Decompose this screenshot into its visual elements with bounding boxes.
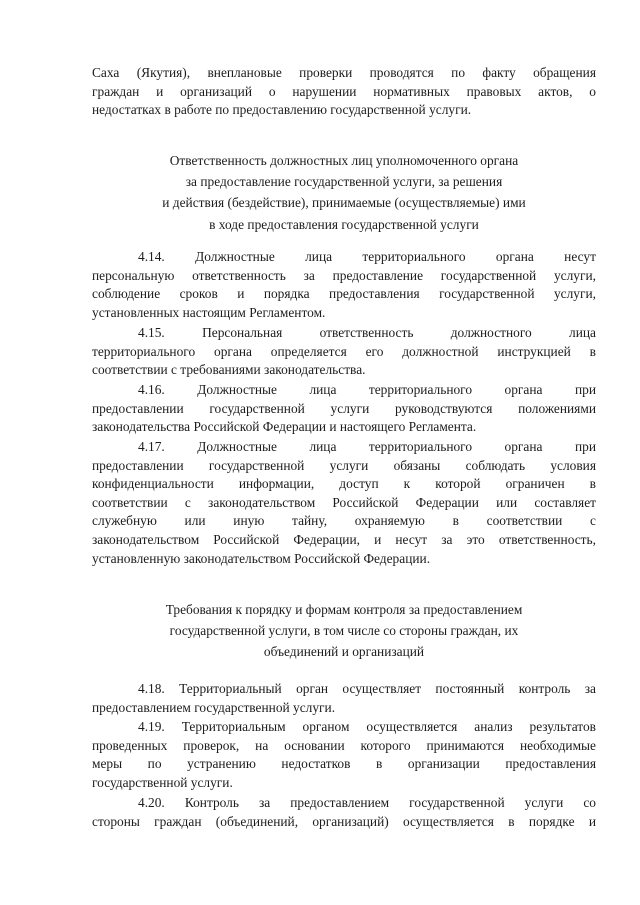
text-word: территориального [362,249,466,264]
text-line: соответствии с законодательством Российской Федерации или составляет [92,494,596,510]
heading-line: за предоставление государственной услуги, за решения [185,174,503,190]
paragraph-4-15 [92,324,596,380]
text-word: территориального [368,439,473,454]
paragraph-4-20 [92,794,596,831]
text-word: ответственность [319,325,414,340]
text-word: органа [504,382,543,397]
text-line: недостатках в работе по предоставлению государственной услуги. [92,102,472,118]
text-line: служебную или иную тайну, охраняемую в соответствии с [92,513,596,529]
text-line: предоставлении государственной услуги обязаны соблюдать условия [92,457,596,473]
heading-line: государственной услуги, в том числе со стороны граждан, их [169,623,519,639]
text-word: при [574,439,596,454]
text-line: соблюдение сроков и порядка предоставления государственной услуги, [92,286,596,302]
heading-line: и действия (бездействие), принимаемые (осуществляемые) ими [162,195,526,211]
text-line: предоставлением государственной услуги. [92,699,336,715]
text-word: лица [569,325,596,340]
text-line: соответствии с требованиями законодательства. [92,362,366,378]
paragraph-number: 4.14. [138,249,165,264]
text-word: органа [495,249,534,264]
heading-line: Ответственность должностных лиц уполномоченного органа [169,153,519,168]
text-line: установленную законодательством Российской Федерации. [92,550,431,566]
text-line: государственной услуги. [92,774,233,790]
section-heading-responsibility [92,150,596,235]
text-word: при [574,382,596,397]
text-line: установленных настоящим Регламентом. [92,304,326,320]
paragraph-4-16 [92,381,596,437]
text-word: несут [564,249,596,264]
text-line: законодательством Российской Федерации, и несут за это ответственность, [92,531,596,547]
paragraph-first-line [92,438,596,457]
paragraph-first-line [92,381,596,400]
text-line: Саха (Якутия), внеплановые проверки проводятся по факту обращения [92,65,596,80]
text-word: лица [305,249,333,264]
text-line: 4.18. Территориальный орган осуществляет постоянный контроль за [138,681,596,696]
text-line: стороны граждан (объединений, организаций) осуществляется в порядке и [92,813,596,829]
heading-line: в ходе предоставления государственной услуги [209,216,479,232]
text-line: проведенных проверок, на основании которого принимаются необходимые [92,737,596,753]
paragraph-4-17 [92,438,596,568]
paragraph-4-19 [92,718,596,792]
text-line: территориального органа определяется его должностной инструкцией в [92,343,596,359]
paragraph-first-line [92,324,596,343]
text-word: должностного [450,325,532,340]
text-line: конфиденциальности информации, доступ к которой ограничен в [92,476,596,492]
intro-paragraph [92,64,596,120]
text-line: граждан и организаций о нарушении нормативных правовых актов, о [92,83,596,99]
paragraph-number: 4.15. [138,325,165,340]
text-line: персональную ответственность за предоставление государственной услуги, [92,267,596,283]
text-word: Должностные [197,382,277,397]
text-line: меры по устранению недостатков в организации предоставления [92,756,596,772]
paragraph-4-14 [92,248,596,322]
paragraph-number: 4.17. [138,439,165,454]
paragraph-first-line [92,248,596,267]
heading-line: Требования к порядку и формам контроля за предоставлением [165,602,523,617]
text-word: лица [309,439,337,454]
text-word: территориального [368,382,473,397]
text-line: законодательства Российской Федерации и настоящего Регламента. [92,419,477,435]
heading-line: объединений и организаций [263,644,425,660]
section-heading-control-requirements [92,599,596,663]
text-word: Персональная [202,325,283,340]
text-word: Должностные [197,439,277,454]
text-word: органа [504,439,543,454]
text-line: предоставлении государственной услуги руководствуются положениями [92,400,596,416]
text-word: Должностные [195,249,275,264]
text-line: 4.19. Территориальным органом осуществляется анализ результатов [138,719,596,734]
text-word: лица [309,382,337,397]
paragraph-number: 4.16. [138,382,165,397]
paragraph-4-18 [92,680,596,717]
text-line: 4.20. Контроль за предоставлением государственной услуги со [138,795,596,810]
